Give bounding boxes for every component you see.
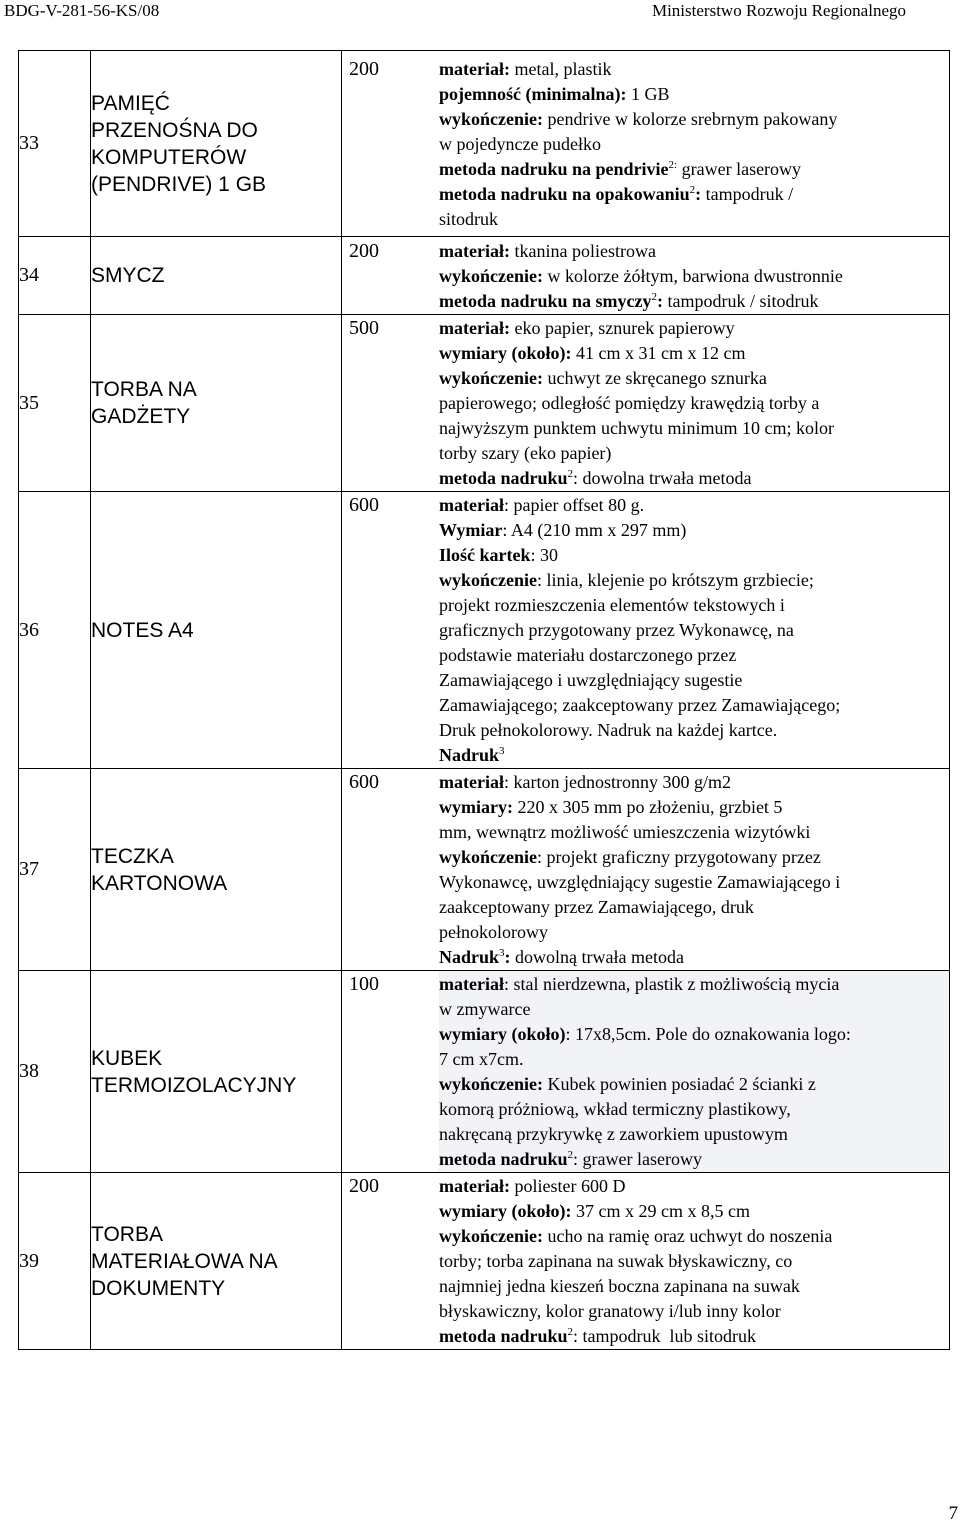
specification-lines [439, 238, 949, 314]
specification-line [439, 845, 943, 870]
field-label: materiał: [439, 58, 510, 79]
item-specification [342, 769, 950, 971]
footnote-ref: 2 [651, 290, 658, 303]
table-row [19, 237, 950, 315]
item-name: SMYCZ [91, 237, 342, 315]
specification-line [439, 493, 943, 518]
specification-line [439, 1299, 943, 1324]
item-quantity: 500 [349, 317, 379, 339]
field-label: materiał [439, 495, 504, 515]
specification-lines [439, 1173, 949, 1349]
field-value: : projekt graficzny przygotowany przez [537, 847, 821, 867]
specification-line [439, 182, 943, 207]
field-label: Wymiar [439, 520, 503, 540]
field-value: : linia, klejenie po krótszym grzbiecie; [537, 570, 814, 590]
field-value: : stal nierdzewna, plastik z możliwością mycia [503, 974, 840, 994]
field-value: podstawie materiału dostarczonego przez [439, 645, 737, 665]
specification-line [439, 466, 943, 491]
specification-line [439, 770, 943, 795]
field-value: projekt rozmieszczenia elementów tekstowych i [439, 595, 785, 615]
specification-line [439, 239, 943, 264]
ministry-name: Ministerstwo Rozwoju Regionalnego [651, 1, 906, 20]
footnote-ref: 2 [567, 468, 574, 480]
field-value: Druk pełnokolorowy. Nadruk na każdej kartce. [439, 720, 778, 740]
field-label: materiał [439, 772, 504, 792]
specification-line [439, 391, 943, 416]
field-label: metoda nadruku [439, 1326, 568, 1346]
field-label: wykończenie: [439, 1226, 543, 1246]
field-value: najmniej jedna kieszeń boczna zapinana na suwak [439, 1276, 800, 1296]
document-code: BDG-V-281-56-KS/08 [4, 1, 160, 20]
specification-table [18, 50, 950, 1350]
specification-line [439, 1224, 943, 1249]
table-row [19, 1173, 950, 1350]
specification-line [439, 289, 943, 314]
specification-lines [439, 971, 949, 1172]
field-value: tkanina poliestrowa [509, 240, 656, 261]
specification-line [439, 920, 943, 945]
specification-line [439, 1249, 943, 1274]
specification-line [439, 157, 943, 182]
item-specification [342, 51, 950, 237]
field-value: eko papier, sznurek papierowy [509, 318, 735, 338]
specification-line [439, 441, 943, 466]
field-label: materiał: [439, 240, 510, 261]
item-specification [342, 237, 950, 315]
field-value: Zamawiającego; zaakceptowany przez Zamawiającego; [439, 695, 841, 715]
field-value: torby; torba zapinana na suwak błyskawiczny, co [439, 1251, 793, 1271]
table-row [19, 51, 950, 237]
specification-line [439, 1324, 943, 1349]
field-label: wykończenie: [439, 1074, 543, 1094]
specification-line [439, 945, 943, 970]
specification-lines [439, 492, 949, 768]
specification-lines [439, 56, 949, 232]
field-value: w kolorze żółtym, barwiona dwustronnie [542, 265, 843, 286]
item-number: 39 [19, 1173, 91, 1350]
footnote-ref: 2: [668, 158, 678, 171]
specification-line [439, 693, 943, 718]
item-name: NOTES A4 [91, 492, 342, 769]
table-row [19, 492, 950, 769]
field-label: wykończenie: [439, 265, 543, 286]
specification-line [439, 1122, 943, 1147]
field-label: wymiary: [439, 797, 513, 817]
item-number: 33 [19, 51, 91, 237]
item-specification [342, 492, 950, 769]
specification-lines [439, 315, 949, 491]
item-number: 34 [19, 237, 91, 315]
table-row [19, 971, 950, 1173]
specification-line [439, 1147, 943, 1172]
field-value: nakręcaną przykrywkę z zaworkiem upustowym [439, 1124, 788, 1144]
specification-line [439, 618, 943, 643]
specification-line [439, 82, 943, 107]
specification-lines [439, 769, 949, 970]
specification-line [439, 416, 943, 441]
field-label: Nadruk [439, 947, 500, 967]
specification-line [439, 264, 943, 289]
field-value: pendrive w kolorze srebrnym pakowany [542, 108, 838, 129]
field-label: pojemność (minimalna): [439, 83, 627, 104]
specification-line [439, 1072, 943, 1097]
field-label: materiał: [439, 318, 510, 338]
specification-line [439, 207, 943, 232]
item-name: PAMIĘĆ PRZENOŚNA DO KOMPUTERÓW (PENDRIVE) 1 GB [91, 51, 342, 237]
field-value: : tampodruk lub sitodruk [573, 1326, 757, 1346]
field-value: papierowego; odległość pomiędzy krawędzią torby a [439, 393, 820, 413]
specification-line [439, 870, 943, 895]
table-row [19, 315, 950, 492]
field-value: Wykonawcę, uwzględniający sugestie Zamawiającego i [439, 872, 841, 892]
specification-line [439, 57, 943, 82]
item-name: KUBEK TERMOIZOLACYJNY [91, 971, 342, 1173]
specification-line [439, 668, 943, 693]
field-label: wykończenie [439, 570, 537, 590]
field-value: : A4 (210 mm x 297 mm) [502, 520, 687, 540]
field-label: metoda nadruku na opakowaniu [439, 183, 690, 204]
specification-line [439, 997, 943, 1022]
specification-line [439, 341, 943, 366]
footnote-ref: 3 [499, 947, 505, 959]
item-specification [342, 315, 950, 492]
field-label-colon: : [657, 290, 664, 311]
item-name: TORBA NA GADŻETY [91, 315, 342, 492]
field-value: : papier offset 80 g. [503, 495, 645, 515]
field-value: 220 x 305 mm po złożeniu, grzbiet 5 [512, 797, 783, 817]
item-quantity: 200 [349, 57, 379, 80]
field-value: dowolną trwała metoda [510, 947, 684, 967]
field-value: : 30 [530, 545, 559, 565]
item-number: 38 [19, 971, 91, 1173]
item-number: 35 [19, 315, 91, 492]
item-specification [342, 971, 950, 1173]
specification-line [439, 743, 943, 768]
field-value: 41 cm x 31 cm x 12 cm [571, 343, 746, 363]
field-value: tampodruk / sitodruk [663, 290, 819, 311]
specification-line [439, 543, 943, 568]
field-value: : grawer laserowy [573, 1149, 702, 1169]
specification-line [439, 1097, 943, 1122]
footnote-ref: 3 [499, 745, 505, 757]
specification-table-body [19, 51, 950, 1350]
item-quantity: 600 [349, 494, 379, 516]
field-value: torby szary (eko papier) [439, 443, 612, 463]
field-value: poliester 600 D [509, 1176, 626, 1196]
specification-line [439, 568, 943, 593]
field-label: wykończenie: [439, 108, 543, 129]
item-name: TORBA MATERIAŁOWA NA DOKUMENTY [91, 1173, 342, 1350]
field-label: metoda nadruku [439, 468, 568, 488]
field-value: graficznych przygotowany przez Wykonawcę, na [439, 620, 794, 640]
field-value: : 17x8,5cm. Pole do oznakowania logo: [565, 1024, 851, 1044]
specification-line [439, 593, 943, 618]
field-label-colon: : [695, 183, 702, 204]
specification-line [439, 1199, 943, 1224]
specification-line [439, 895, 943, 920]
field-value: mm, wewnątrz możliwość umieszczenia wizytówki [439, 822, 811, 842]
field-value: uchwyt ze skręcanego sznurka [542, 368, 767, 388]
field-value: pełnokolorowy [439, 922, 548, 942]
field-label: metoda nadruku [439, 1149, 568, 1169]
field-value: błyskawiczny, kolor granatowy i/lub inny kolor [439, 1301, 781, 1321]
field-label: wykończenie [439, 847, 537, 867]
field-value: : karton jednostronny 300 g/m2 [503, 772, 731, 792]
field-value: tampodruk / [701, 183, 794, 204]
item-quantity: 200 [349, 1175, 379, 1197]
field-label: wymiary (około): [439, 1201, 572, 1221]
field-value: Zamawiającego i uwzględniający sugestie [439, 670, 743, 690]
field-label: wymiary (około) [439, 1024, 566, 1044]
specification-line [439, 1022, 943, 1047]
item-number: 36 [19, 492, 91, 769]
specification-line [439, 820, 943, 845]
field-value: Kubek powinien posiadać 2 ścianki z [542, 1074, 816, 1094]
field-value: najwyższym punktem uchwytu minimum 10 cm; kolor [439, 418, 834, 438]
specification-line [439, 718, 943, 743]
field-value: zaakceptowany przez Zamawiającego, druk [439, 897, 754, 917]
specification-line [439, 643, 943, 668]
field-value: 1 GB [626, 83, 670, 104]
field-value: w pojedyncze pudełko [439, 133, 601, 154]
specification-line [439, 1047, 943, 1072]
field-value: grawer laserowy [677, 158, 802, 179]
field-label: materiał [439, 974, 504, 994]
field-label: Nadruk [439, 745, 500, 765]
field-label: wymiary (około): [439, 343, 572, 363]
item-name: TECZKA KARTONOWA [91, 769, 342, 971]
field-value: komorą próżniową, wkład termiczny plastikowy, [439, 1099, 791, 1119]
specification-line [439, 107, 943, 132]
field-label: Ilość kartek [439, 545, 531, 565]
field-value: sitodruk [439, 208, 499, 229]
footnote-ref: 2 [567, 1149, 574, 1161]
field-value: ucho na ramię oraz uchwyt do noszenia [542, 1226, 833, 1246]
page-number: 7 [948, 1503, 958, 1524]
specification-line [439, 1274, 943, 1299]
field-value: 37 cm x 29 cm x 8,5 cm [571, 1201, 750, 1221]
specification-line [439, 972, 943, 997]
field-value: 7 cm x7cm. [439, 1049, 524, 1069]
specification-line [439, 1174, 943, 1199]
specification-line [439, 366, 943, 391]
field-label: metoda nadruku na pendrivie [439, 158, 669, 179]
field-value: : dowolna trwała metoda [573, 468, 752, 488]
specification-line [439, 316, 943, 341]
field-label: wykończenie: [439, 368, 543, 388]
specification-line [439, 518, 943, 543]
footnote-ref: 2 [567, 1326, 574, 1338]
field-label-colon: : [504, 947, 511, 967]
item-quantity: 100 [349, 973, 379, 995]
field-value: w zmywarce [439, 999, 531, 1019]
item-number: 37 [19, 769, 91, 971]
item-quantity: 600 [349, 771, 379, 793]
item-specification [342, 1173, 950, 1350]
field-value: metal, plastik [509, 58, 612, 79]
field-label: metoda nadruku na smyczy [439, 290, 652, 311]
field-label: materiał: [439, 1176, 510, 1196]
footnote-ref: 2 [689, 183, 696, 196]
table-row [19, 769, 950, 971]
specification-line [439, 795, 943, 820]
specification-line [439, 132, 943, 157]
item-quantity: 200 [349, 239, 379, 262]
